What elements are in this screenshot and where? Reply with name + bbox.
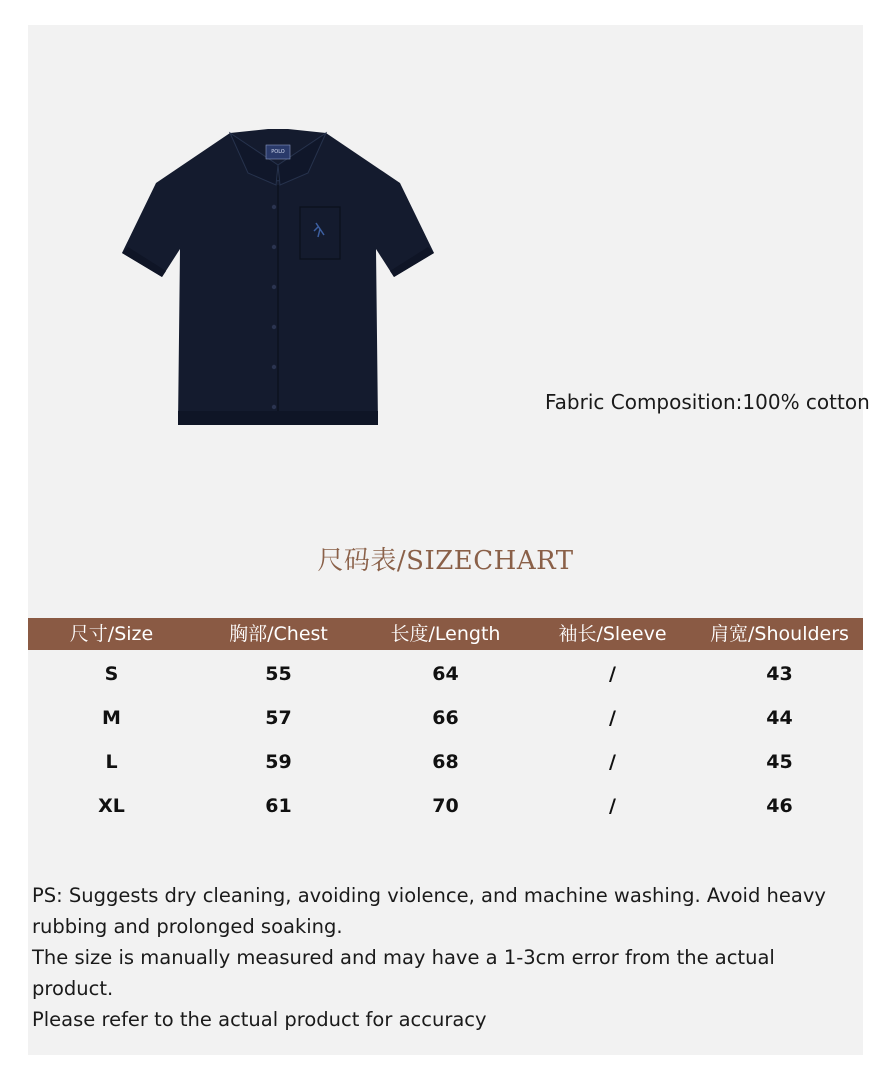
table-row xyxy=(28,652,863,696)
cell-length: 70 xyxy=(432,795,459,817)
column-header-chest: 胸部/Chest xyxy=(229,623,328,645)
column-header-length: 长度/Length xyxy=(390,623,501,645)
cell-size: XL xyxy=(98,795,125,817)
cell-shoulders: 46 xyxy=(766,795,793,817)
svg-text:POLO: POLO xyxy=(271,149,285,155)
accuracy-note: Please refer to the actual product for accuracy xyxy=(32,1008,487,1031)
cell-length: 68 xyxy=(432,751,459,773)
cell-length: 64 xyxy=(432,663,459,685)
cell-size: L xyxy=(105,751,118,773)
size-error-note: The size is manually measured and may have a 1-3cm error from the actual product. xyxy=(32,946,775,1000)
care-notes xyxy=(32,880,862,1035)
cell-sleeve: / xyxy=(609,707,616,729)
table-row xyxy=(28,696,863,740)
cell-sleeve: / xyxy=(609,795,616,817)
table-row xyxy=(28,740,863,784)
column-header-shoulders: 肩宽/Shoulders xyxy=(710,623,849,645)
product-image xyxy=(118,125,438,430)
cell-shoulders: 43 xyxy=(766,663,793,685)
cell-shoulders: 45 xyxy=(766,751,793,773)
column-header-sleeve: 袖长/Sleeve xyxy=(558,623,667,645)
polo-shirt-icon xyxy=(118,125,438,430)
size-table-header xyxy=(28,618,863,650)
cell-size: S xyxy=(104,663,119,685)
fabric-composition: Fabric Composition:100% cotton xyxy=(545,390,870,414)
cell-size: M xyxy=(102,707,121,729)
cell-shoulders: 44 xyxy=(766,707,793,729)
cell-chest: 57 xyxy=(265,707,292,729)
column-header-size: 尺寸/Size xyxy=(69,623,154,645)
cell-chest: 59 xyxy=(265,751,292,773)
cell-chest: 61 xyxy=(265,795,292,817)
cell-sleeve: / xyxy=(609,663,616,685)
cell-chest: 55 xyxy=(265,663,292,685)
size-chart-title: 尺码表/SIZECHART xyxy=(317,546,574,576)
care-note: PS: Suggests dry cleaning, avoiding violence, and machine washing. Avoid heavy rubbing and prolonged soaking. xyxy=(32,884,826,938)
cell-sleeve: / xyxy=(609,751,616,773)
table-row xyxy=(28,784,863,828)
cell-length: 66 xyxy=(432,707,459,729)
size-table-body xyxy=(28,652,863,828)
product-panel xyxy=(28,25,870,1055)
